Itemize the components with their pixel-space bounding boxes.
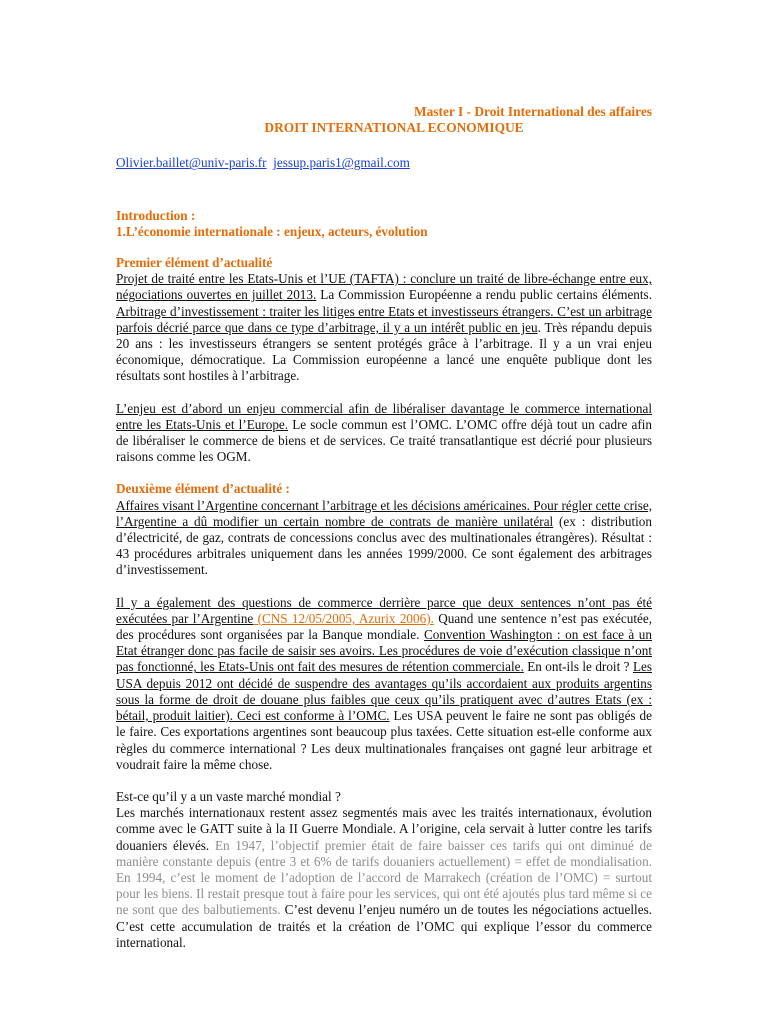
text-run: L’enjeu est d’abord un enjeu commercial afin de libéraliser davantage le commerce international entre les Etats-Unis et l’Europe. [116, 400, 652, 432]
text-run: Le socle commun est l’OMC. L’OMC offre déjà tout un cadre afin de libéraliser le commerce de biens et de services. Ce traité transatlantique est décrié pour plusieurs raisons comme les OGM. [116, 416, 652, 465]
email-link-2[interactable]: jessup.paris1@gmail.com [273, 155, 410, 171]
course-title: Master I - Droit International des affaires [413, 104, 652, 119]
intro-subtitle: 1.L’économie internationale : enjeux, acteurs, évolution [116, 223, 428, 239]
section-1-paragraph-1 [116, 271, 652, 384]
document-page [116, 104, 652, 951]
section-2-paragraph-1 [116, 498, 652, 579]
text-run: La Commission Européenne a rendu public certains éléments. [316, 287, 652, 303]
section-1-paragraph-2 [116, 401, 652, 466]
email-link-1[interactable]: Olivier.baillet@univ-paris.fr [116, 155, 267, 171]
citation-run: (CNS 12/05/2005, Azurix 2006). [253, 610, 434, 626]
text-run: . Très répandu depuis 20 ans : les investisseurs étrangers se sentent protégés grâce à l’arbitrage. Il y a un vrai enjeu économique, démocratique. La Commission européenne a lancé une enquête publique dont les résultats sont hostiles à l’arbitrage. [116, 319, 652, 384]
text-run: Arbitrage d’investissement : traiter les litiges entre Etats et investisseurs étrangers. C’est un arbitrage parfois décrié parce que dans ce type d’arbitrage, il y a un intérêt public en jeu [116, 303, 652, 335]
contact-line [116, 155, 652, 171]
text-run: Convention Washington : on est face à un Etat étranger donc pas facile de saisir ses avoirs. Les procédures de voie d’exécution classique n’ont pas fonctionné, les Etats-Unis ont fait des mesures de rétention commerciale. [116, 627, 652, 675]
intro-title: Introduction : [116, 207, 196, 223]
section-3-question: Est-ce qu’il y a un vaste marché mondial ? [116, 788, 341, 804]
text-run: Il y a également des questions de commerce derrière parce que deux sentences n’ont pas été exécutées par l’Argentine [116, 594, 652, 626]
section-2-heading: Deuxième élément d’actualité : [116, 481, 290, 497]
document-title: DROIT INTERNATIONAL ECONOMIQUE [264, 120, 524, 136]
text-run: En ont-ils le droit ? [523, 659, 633, 675]
text-run: Les USA depuis 2012 ont décidé de suspendre des avantages qu’ils accordaient aux produits argentins sous la forme de droit de douane plus faibles que ceux qu’ils pratiquent avec d’autres Etats (ex : bétail, produit laitier). Ceci est conforme à l’OMC. [116, 659, 652, 724]
text-run: C’est devenu l’enjeu numéro un de toutes les négociations actuelles. C’est cette accumulation de traités et la création de l’OMC qui explique l’essor du commerce international. [116, 902, 652, 950]
text-run: Affaires visant l’Argentine concernant l’arbitrage et les décisions américaines. Pour régler cette crise, l’Argentine a dû modifier un certain nombre de contrats de manière unilatéral [116, 497, 652, 529]
text-run: (ex : distribution d’électricité, de gaz, contrats de concessions conclus avec des multinationales étrangères). Résultat : 43 procédures arbitrales uniquement dans les années 1999/2000. Ce sont également des arbitrages d’investissement. [116, 513, 652, 578]
section-3-paragraph-1 [116, 805, 652, 951]
section-1-heading: Premier élément d’actualité [116, 255, 273, 271]
section-2-paragraph-2 [116, 595, 652, 773]
text-run: Les marchés internationaux restent assez segmentés mais avec les traités internationaux, évolution comme avec le GATT suite à la II Guerre Mondiale. A l’origine, cela servait à lutter contre les tarifs douaniers élevés. [116, 805, 652, 853]
muted-run: En 1947, l’objectif premier était de faire baisser ces tarifs qui ont diminué de manière constante depuis (entre 3 et 6% de tarifs douaniers actuellement) = effet de mondialisation. En 1994, c’est le moment de l’adoption de l’accord de Marrakech (création de l’OMC) = surtout pour les biens. Il restait presque tout à faire pour les services, qui ont été ajoutés plus tard même si ce ne sont que des balbutiements. [116, 837, 653, 918]
text-run: Projet de traité entre les Etats-Unis et l’UE (TAFTA) : conclure un traité de libre-échange entre eux, négociations ouvertes en juillet 2013. [116, 271, 652, 303]
text-run: Quand une sentence n’est pas exécutée, des procédures sont organisées par la Banque mondiale. [116, 610, 652, 643]
text-run: Les USA peuvent le faire ne sont pas obligés de le faire. Ces exportations argentines sont beaucoup plus taxées. Cette situation est-elle conforme aux règles du commerce international ? Les deux multinationales françaises ont gagné leur arbitrage et voudrait faire la même chose. [116, 708, 652, 772]
